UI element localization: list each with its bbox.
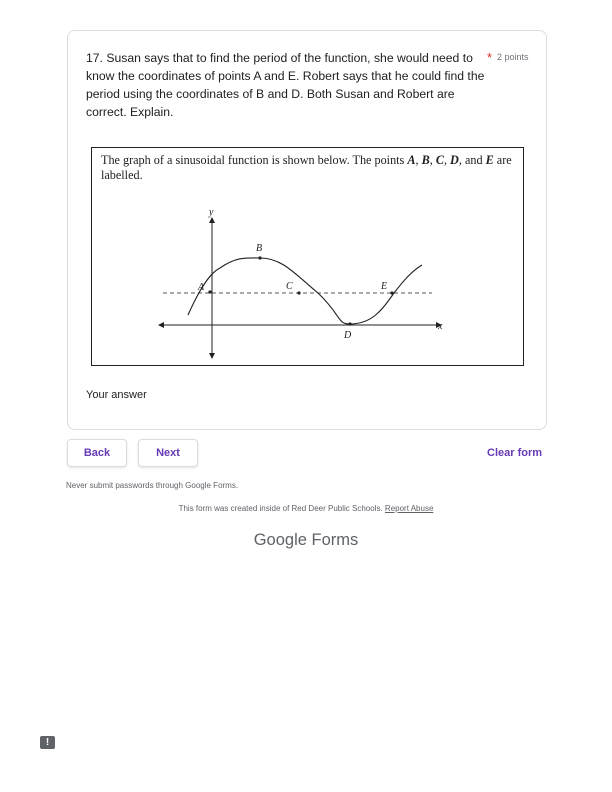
question-card [67, 30, 547, 430]
report-abuse-link[interactable]: Report Abuse [384, 504, 434, 513]
figure-caption: The graph of a sinusoidal function is shown below. The points A, B, C, D, and E are labelled. [101, 153, 512, 182]
password-warning: Never submit passwords through Google Forms. [66, 481, 239, 490]
report-problem-icon[interactable]: ! [40, 736, 55, 749]
point-a-label: A [198, 282, 205, 293]
point-c-label: C [286, 281, 293, 292]
point-e-label: E [381, 281, 388, 292]
question-text: 17. Susan says that to find the period of the function, she would need to know the coordinates of points A and E. Robert says that he could find the period using the coordinates of B and D. Both Susan and Robert are correct. Explain. [86, 51, 485, 119]
created-notice: This form was created inside of Red Deer Public Schools. Report Abuse [178, 504, 434, 513]
back-button[interactable]: Back [67, 439, 127, 467]
required-asterisk: * [487, 50, 493, 65]
points-label: 2 points [497, 52, 529, 62]
clear-form-link[interactable]: Clear form [487, 447, 543, 459]
y-axis-label: y [209, 207, 214, 218]
point-e-dot [390, 291, 393, 294]
point-c-dot [297, 291, 300, 294]
point-d-dot [348, 322, 351, 325]
sinusoid-graph [92, 148, 525, 367]
point-a-dot [208, 290, 211, 293]
point-b-label: B [256, 243, 263, 254]
point-b-dot [258, 256, 261, 259]
answer-input[interactable]: Your answer [86, 389, 147, 401]
google-forms-logo[interactable]: Google Forms [253, 531, 359, 549]
next-button[interactable]: Next [138, 439, 198, 467]
x-axis-label: x [438, 321, 443, 332]
question-figure [91, 147, 524, 366]
point-d-label: D [344, 330, 352, 341]
